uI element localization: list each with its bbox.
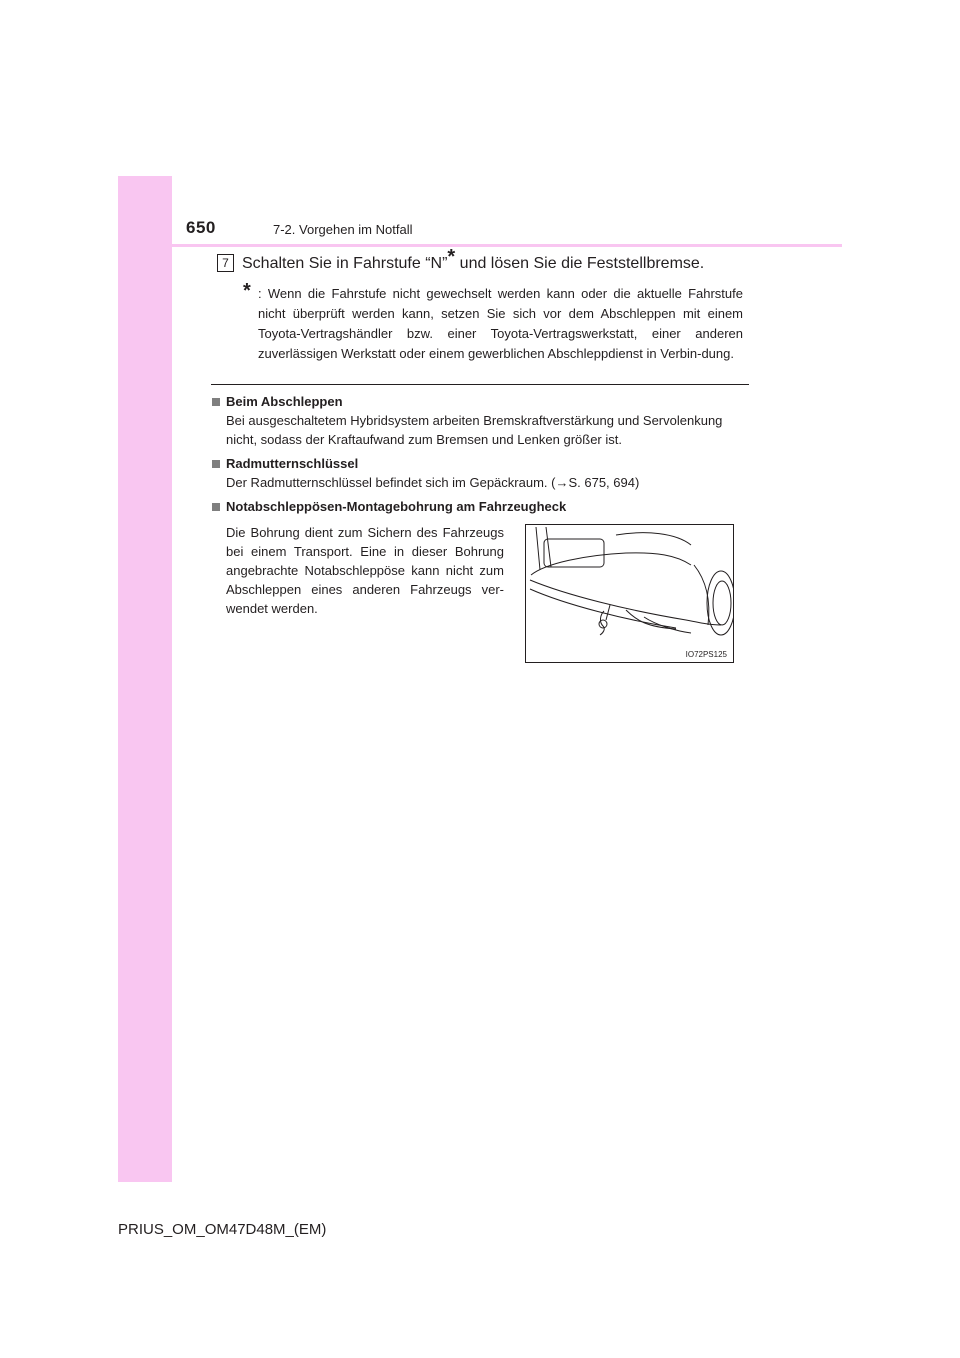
figure-description: Die Bohrung dient zum Sichern des Fahrzeugs bei einem Transport. Eine in dieser Bohrung angebrachte Notabschleppöse kann nicht zum Abschleppen eines anderen Fahrzeugs ver-wendet werden. [226, 525, 504, 616]
section-title: 7-2. Vorgehen im Notfall [273, 222, 413, 237]
rear-bumper-illustration [525, 524, 734, 663]
step-text-after: und lösen Sie die Feststellbremse. [455, 255, 705, 272]
footnote-text: : Wenn die Fahrstufe nicht gewechselt werden kann oder die aktuelle Fahrstufe nicht überprüft werden kann, setzen Sie sich vor dem Abschleppen mit einem Toyota-Vertragshändler bzw. einer Toyota-Vertragswerkstatt, einer anderen zuverlässigen Werkstatt oder einem gewerblichen Abschleppdienst in Verbin-dung. [258, 286, 743, 361]
note-text: Der Radmutternschlüssel befindet sich im Gepäckraum. (→S. 675, 694) [226, 475, 640, 490]
footnote-marker: * [243, 280, 251, 302]
sidebar-tab [118, 176, 172, 1182]
car-rear-drawing [526, 525, 733, 662]
note-heading: Notabschleppösen-Montagebohrung am Fahrzeugheck [212, 497, 752, 516]
step-instruction [242, 246, 705, 273]
divider [211, 384, 749, 385]
square-bullet-icon [212, 398, 220, 406]
figure-code: IO72PS125 [685, 650, 727, 659]
header-rule [118, 244, 842, 247]
note-text: Bei ausgeschaltetem Hybridsystem arbeiten Bremskraftverstärkung und Servolenkung nicht, sodass der Kraftaufwand zum Bremsen und Lenken größer ist. [226, 413, 723, 447]
square-bullet-icon [212, 503, 220, 511]
footer-doc-code: PRIUS_OM_OM47D48M_(EM) [118, 1221, 327, 1238]
step-asterisk: * [447, 246, 456, 268]
footnote [243, 280, 743, 364]
note-montagebohrung [212, 497, 752, 516]
page-number: 650 [186, 218, 216, 237]
note-heading: Radmutternschlüssel [212, 454, 752, 473]
note-heading: Beim Abschleppen [212, 392, 752, 411]
note-abschleppen [212, 392, 752, 449]
step-text-before: Schalten Sie in Fahrstufe “N” [242, 255, 448, 272]
note-radmutternschluessel [212, 454, 752, 492]
step-number: 7 [217, 254, 234, 272]
square-bullet-icon [212, 460, 220, 468]
